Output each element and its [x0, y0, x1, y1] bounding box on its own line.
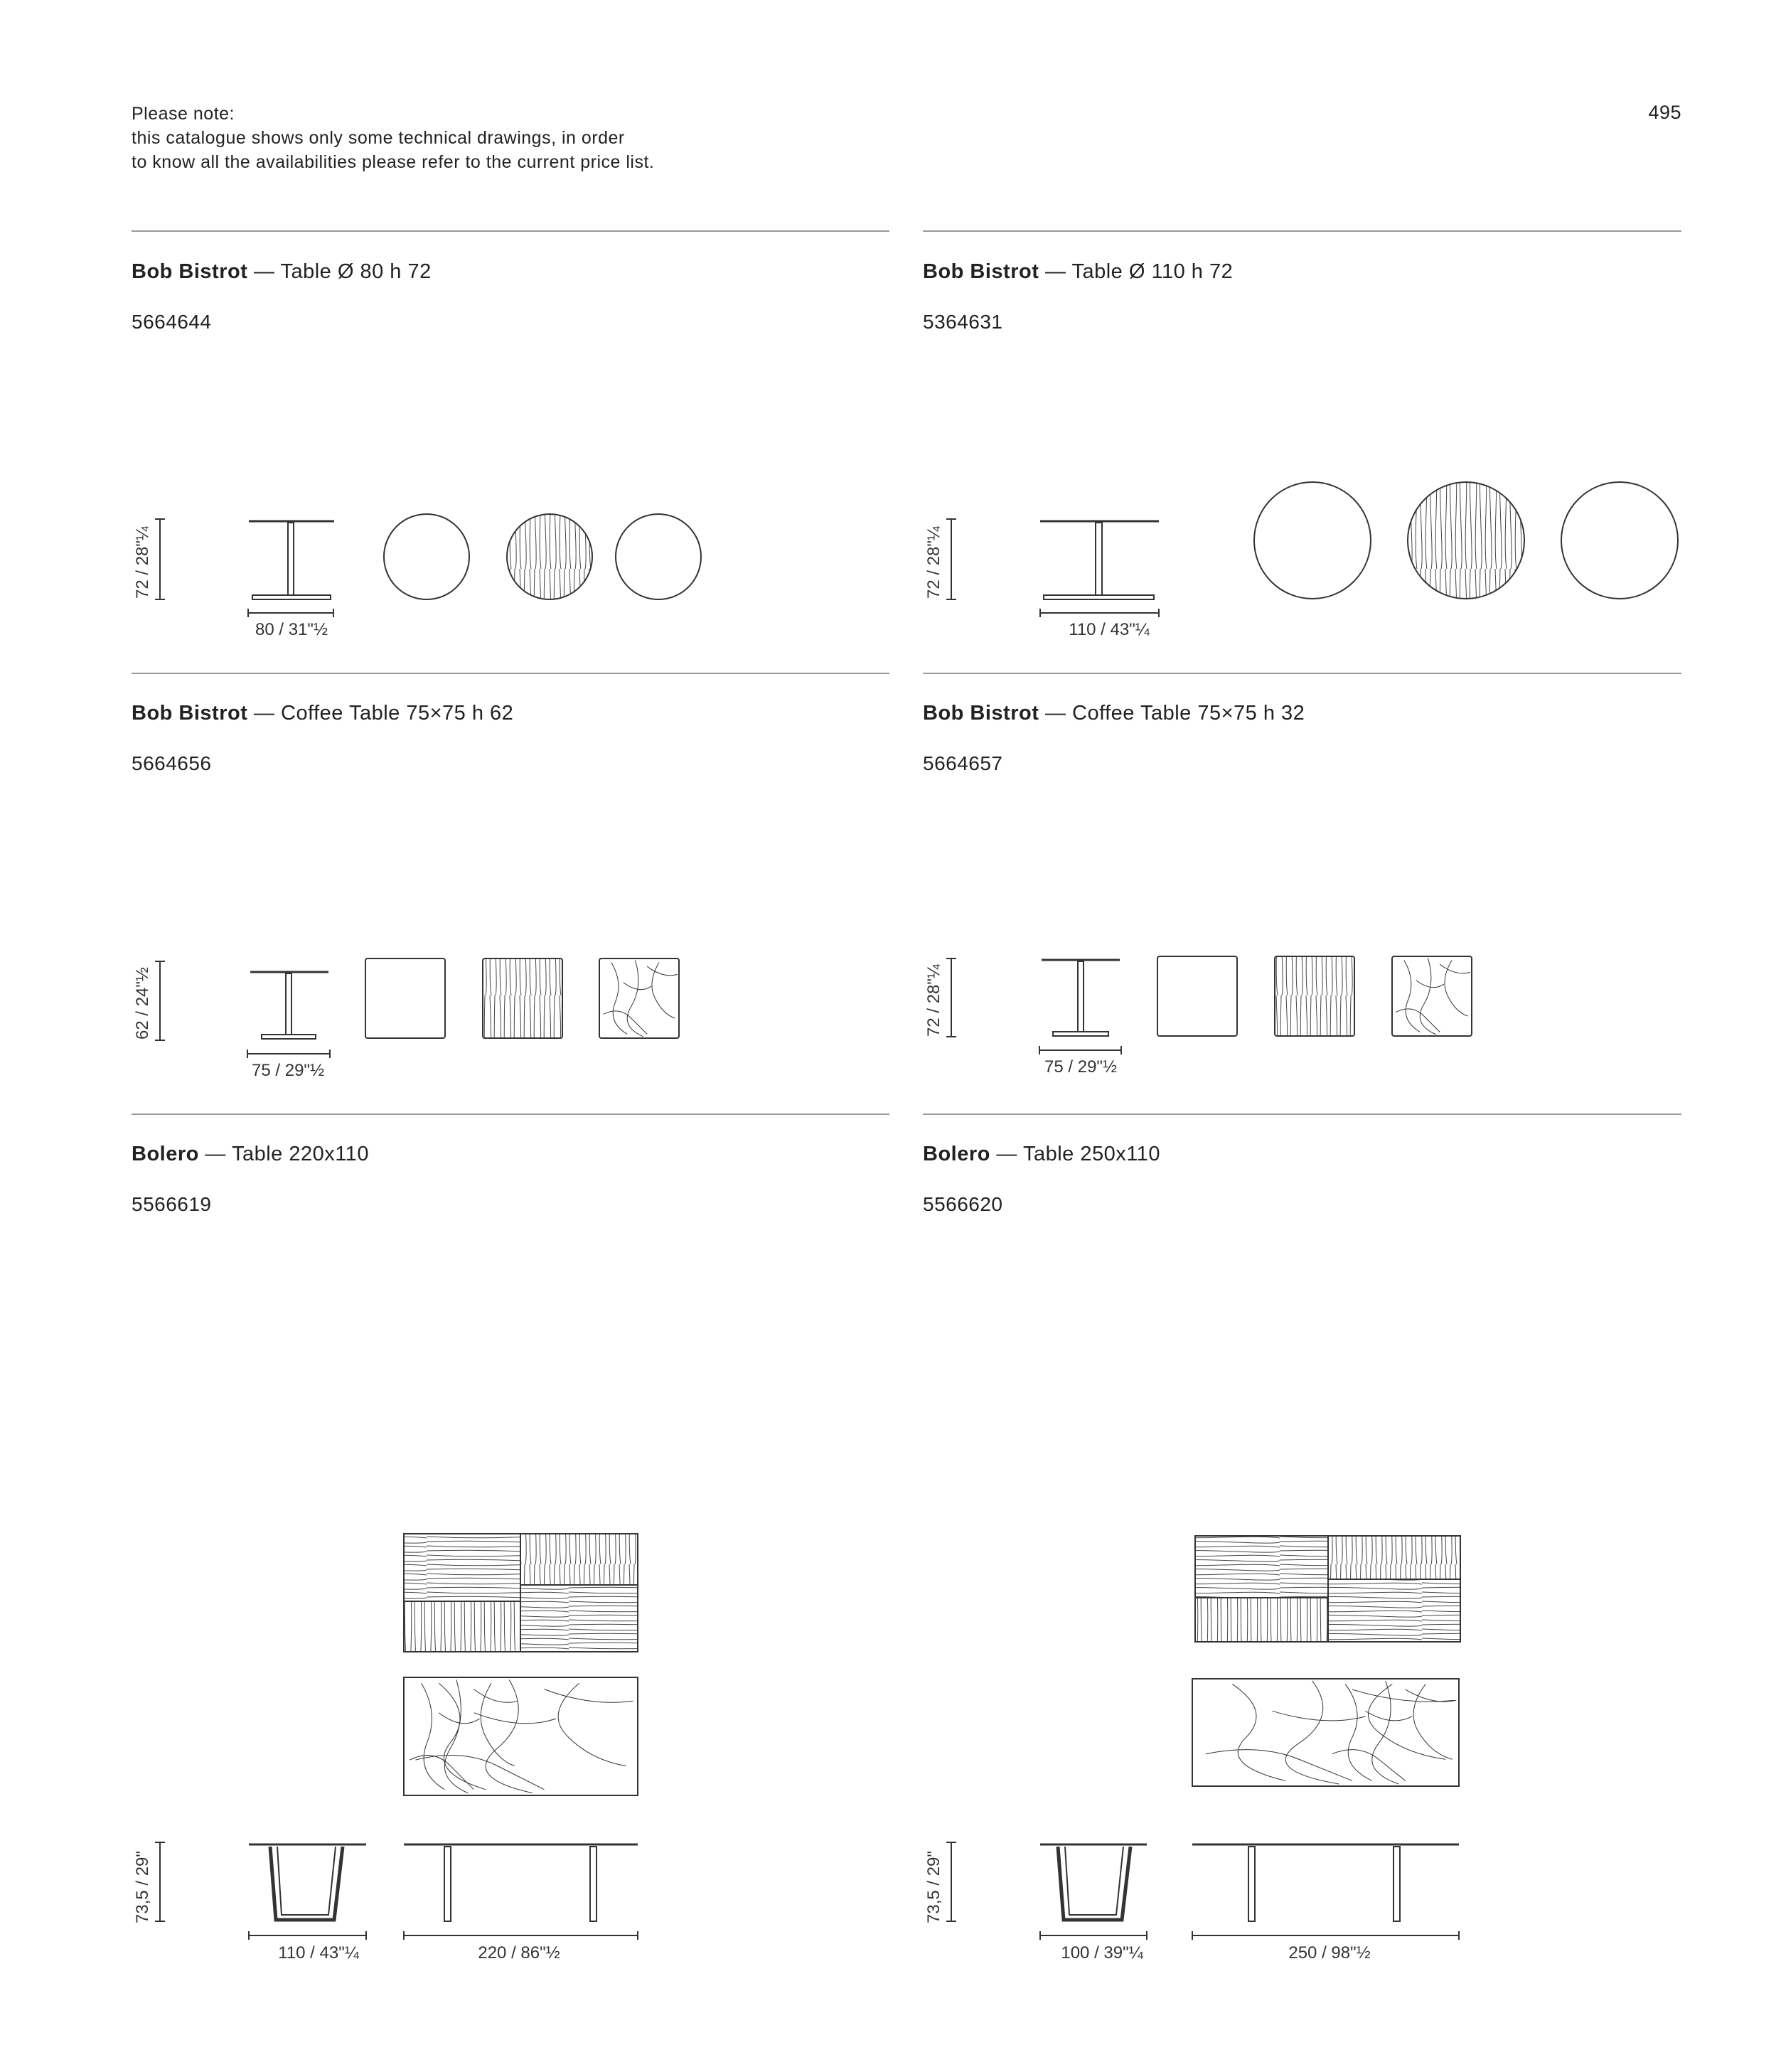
product-description: — Coffee Table 75×75 h 62	[253, 702, 514, 725]
square-top-marble	[599, 958, 679, 1038]
marble-top-plan-view	[1192, 1679, 1459, 1786]
product-description: — Table Ø 80 h 72	[253, 260, 432, 283]
square-top-marble	[1392, 956, 1472, 1036]
bolero-end-view	[1040, 1844, 1147, 1920]
coffee-table-side-view	[1042, 960, 1120, 1036]
wood-top-plan-view	[404, 1534, 638, 1652]
product-code: 5664657	[923, 752, 1003, 774]
height-dimension-label: 72 / 28"¼	[924, 526, 943, 599]
width-dimension-label: 80 / 31"½	[255, 620, 328, 639]
round-top-wood	[507, 514, 592, 599]
note-line-3: to know all the availabilities please refer to the current price list.	[132, 152, 655, 172]
product-code: 5664656	[132, 752, 212, 774]
product-code: 5566619	[132, 1193, 212, 1215]
product-code: 5664644	[132, 311, 212, 333]
product-name: Bob Bistrot	[923, 260, 1039, 283]
product-name: Bob Bistrot	[132, 260, 248, 283]
product-name: Bob Bistrot	[923, 702, 1039, 725]
table-side-view	[1040, 521, 1159, 599]
height-dimension-label: 73,5 / 29"	[924, 1851, 943, 1923]
bolero-end-view	[249, 1844, 366, 1920]
product-name: Bolero	[132, 1143, 199, 1165]
square-top-wood	[483, 958, 562, 1038]
page-number: 495	[1648, 102, 1681, 123]
width-dimension-label: 100 / 39"¼	[1061, 1943, 1143, 1962]
wood-top-plan-view	[1195, 1536, 1460, 1642]
round-top-plain	[384, 514, 469, 599]
note-line-1: Please note:	[132, 104, 235, 124]
round-top-wood	[1408, 482, 1524, 599]
height-dimension-label: 72 / 28"¼	[924, 964, 943, 1037]
length-dimension-label: 220 / 86"½	[478, 1943, 560, 1962]
product-description: — Table Ø 110 h 72	[1044, 260, 1234, 283]
width-dimension-label: 75 / 29"½	[1044, 1057, 1117, 1077]
bolero-side-view	[1192, 1844, 1459, 1921]
product-description: — Table 250x110	[996, 1143, 1160, 1165]
round-top-plain	[1254, 482, 1371, 599]
height-dimension-label: 72 / 28"¼	[133, 526, 152, 599]
length-dimension-label: 250 / 98"½	[1288, 1943, 1371, 1962]
width-dimension-label: 75 / 29"½	[252, 1061, 324, 1080]
product-name: Bob Bistrot	[132, 702, 248, 725]
product-description: — Table 220x110	[205, 1143, 369, 1165]
square-top-plain	[1157, 956, 1237, 1036]
table-side-view	[249, 521, 334, 599]
product-description: — Coffee Table 75×75 h 32	[1044, 702, 1305, 725]
product-code: 5566620	[923, 1193, 1003, 1215]
note-line-2: this catalogue shows only some technical drawings, in order	[132, 128, 625, 148]
width-dimension-label: 110 / 43"¼	[1069, 620, 1150, 639]
bolero-side-view	[404, 1844, 638, 1921]
height-dimension-label: 62 / 24"½	[133, 967, 152, 1040]
marble-top-plan-view	[404, 1677, 638, 1795]
width-dimension-label: 110 / 43"¼	[278, 1943, 359, 1962]
square-top-plain	[365, 958, 445, 1038]
product-code: 5364631	[923, 311, 1003, 333]
height-dimension-label: 73,5 / 29"	[133, 1851, 152, 1923]
product-name: Bolero	[923, 1143, 990, 1165]
round-top-marble	[616, 514, 701, 599]
coffee-table-side-view	[250, 972, 328, 1039]
square-top-wood	[1275, 956, 1354, 1036]
round-top-marble	[1561, 482, 1678, 599]
